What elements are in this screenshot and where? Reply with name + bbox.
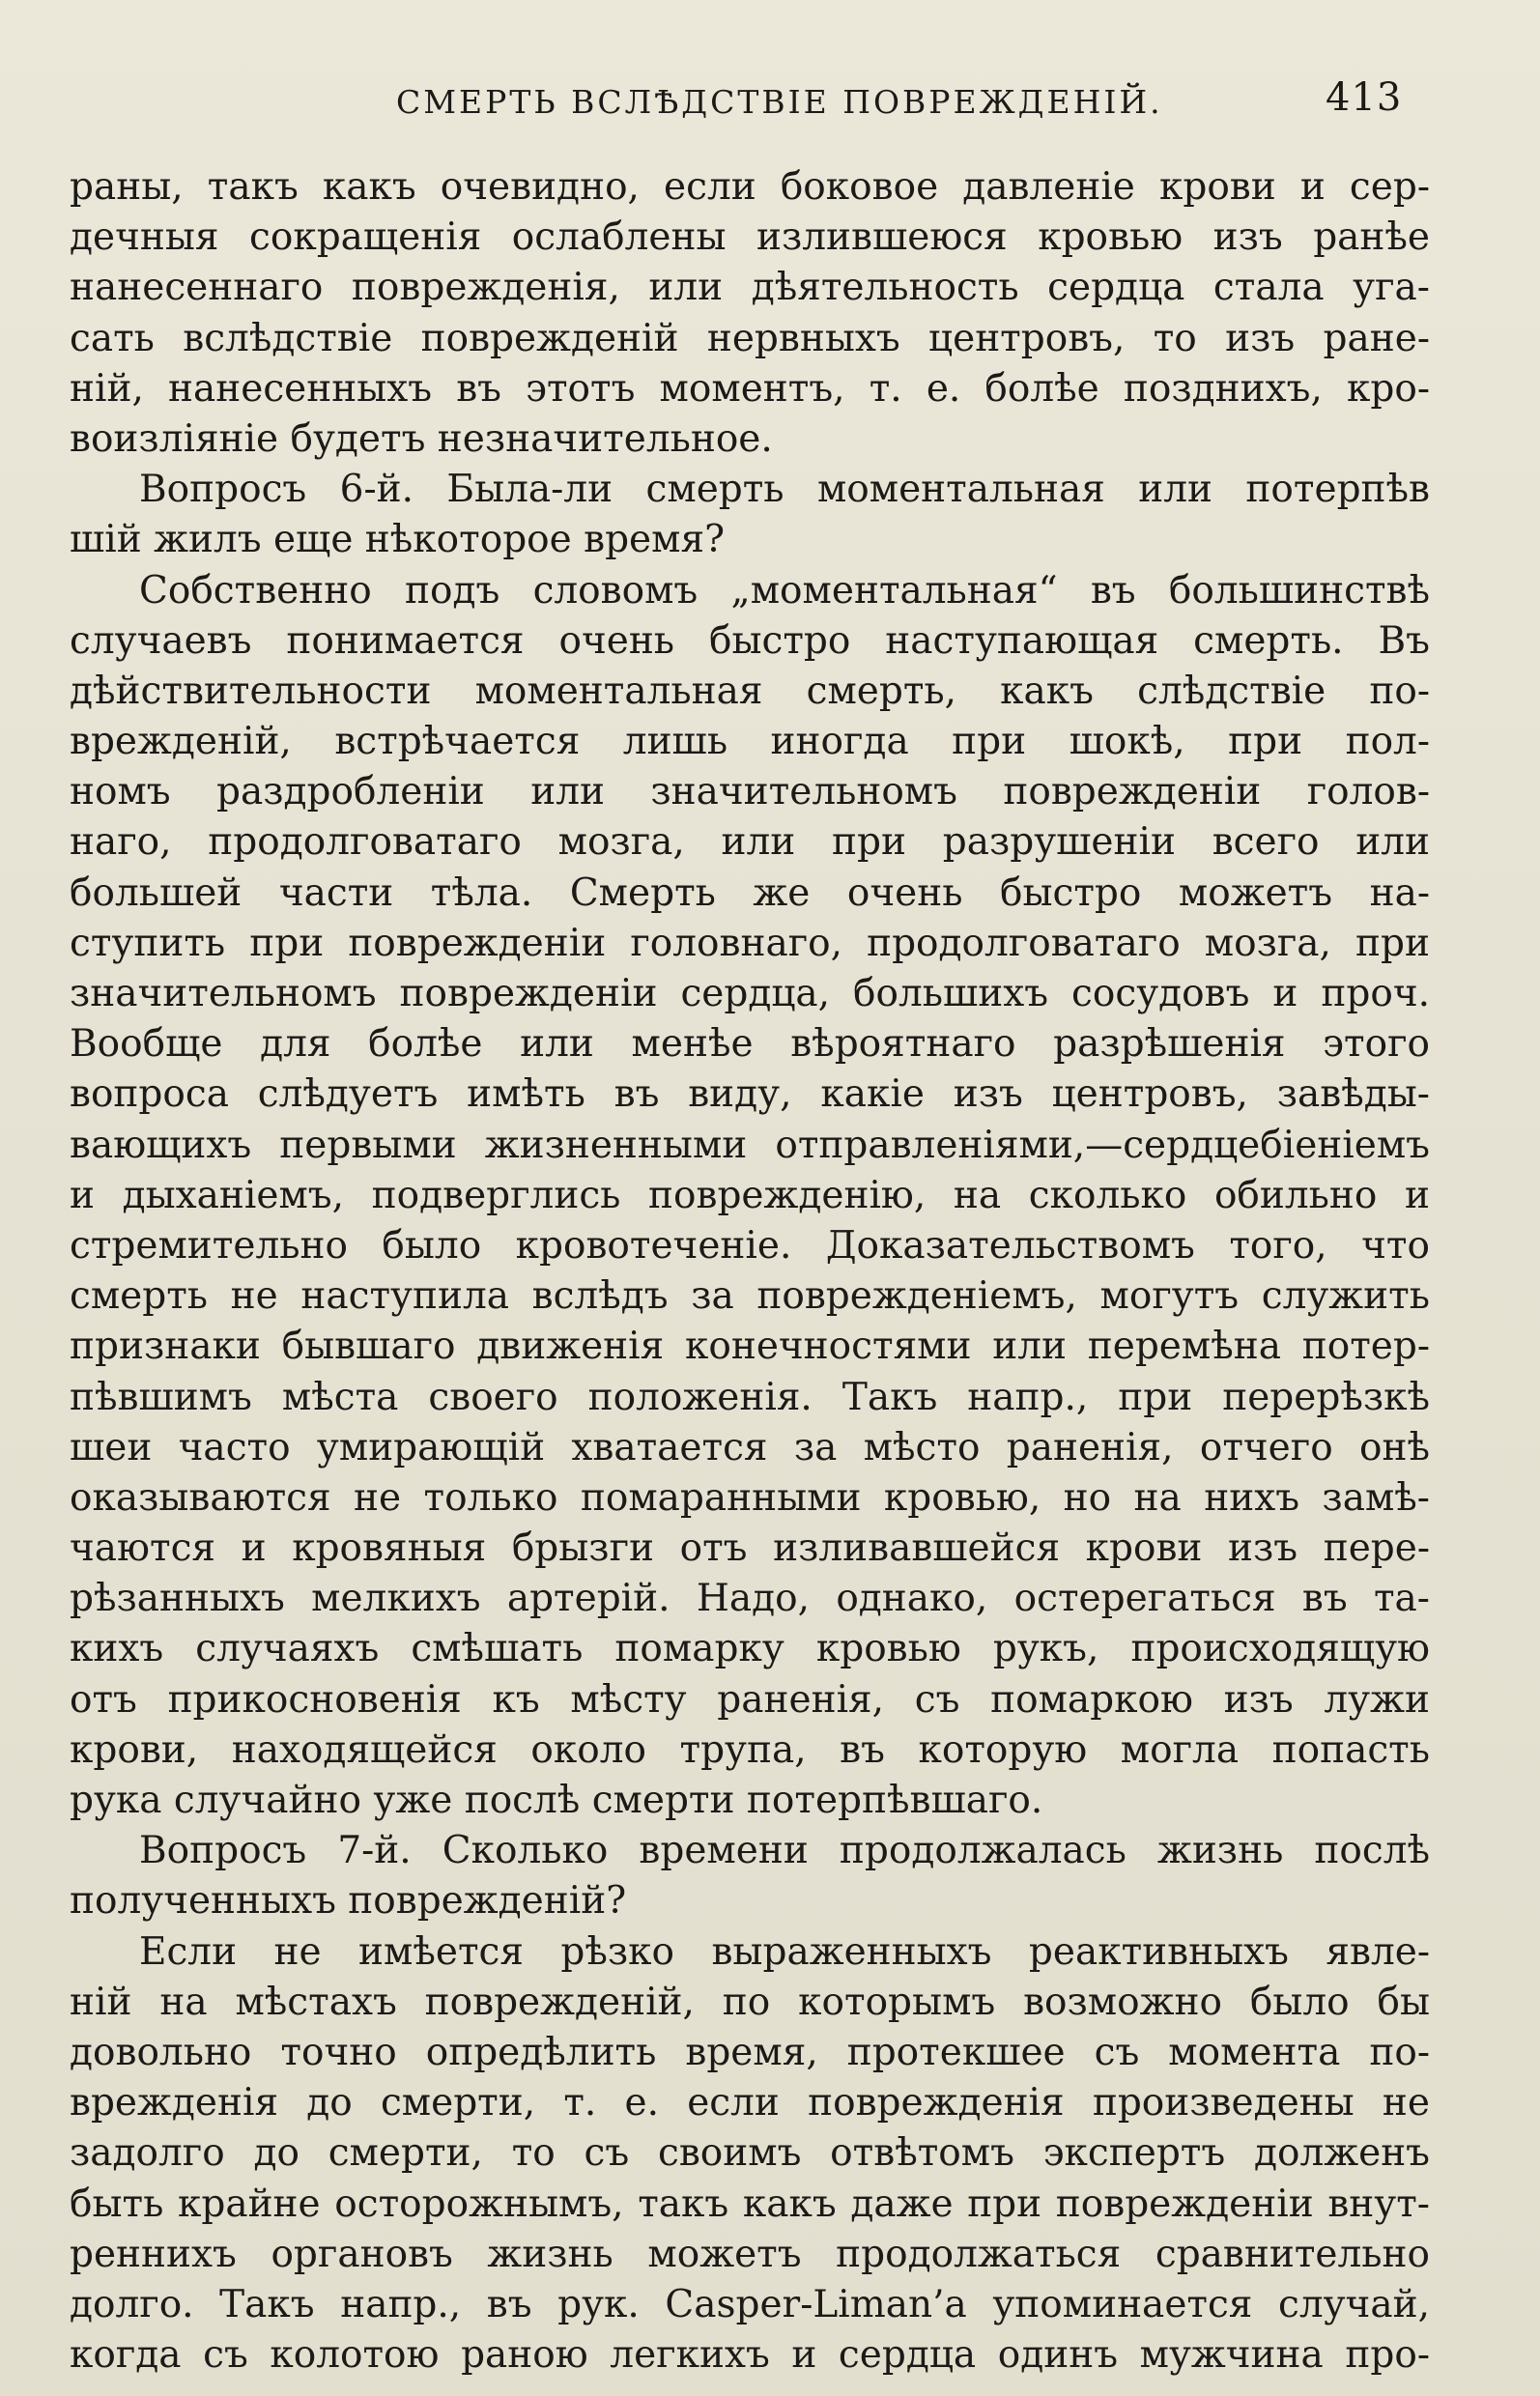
text-line: воизліяніе будетъ незначительное. xyxy=(70,416,773,461)
text-line: сать вслѣдствіе поврежденій нервныхъ центровъ, то изъ ране- xyxy=(70,316,1430,360)
text-line: шеи часто умирающій хватается за мѣсто раненія, отчего онѣ xyxy=(70,1425,1430,1469)
text-line: оказываются не только помаранными кровью, но на нихъ замѣ- xyxy=(70,1475,1430,1520)
text-line: большей части тѣла. Смерть же очень быстро можетъ на- xyxy=(70,870,1430,915)
text-line: стремительно было кровотеченіе. Доказательствомъ того, что xyxy=(70,1223,1430,1268)
text-line: смерть не наступила вслѣдъ за поврежденіемъ, могутъ служить xyxy=(70,1274,1430,1319)
running-head: СМЕРТЬ ВСЛѢДСТВІЕ ПОВРЕЖДЕНІЙ. xyxy=(396,83,1163,121)
text-line: пѣвшимъ мѣста своего положенія. Такъ напр., при перерѣзкѣ xyxy=(70,1375,1430,1419)
text-line: и дыханіемъ, подверглись поврежденію, на сколько обильно и xyxy=(70,1173,1430,1217)
page-header xyxy=(0,70,1540,128)
text-line: признаки бывшаго движенія конечностями или перемѣна потер- xyxy=(70,1325,1430,1369)
text-line: наго, продолговатаго мозга, или при разрушеніи всего или xyxy=(70,820,1430,865)
text-line: дечныя сокращенія ослаблены излившеюся кровью изъ ранѣе xyxy=(70,215,1430,260)
text-line: Вопросъ 7-й. Сколько времени продолжалась жизнь послѣ xyxy=(139,1829,1430,1873)
text-line: вопроса слѣдуетъ имѣть въ виду, какіе изъ центровъ, завѣды- xyxy=(70,1072,1430,1117)
text-line: раны, такъ какъ очевидно, если боковое давленіе крови и сер- xyxy=(70,165,1430,209)
text-line: долго. Такъ напр., въ рук. Casper-Liman’a упоминается случай, xyxy=(70,2282,1430,2326)
text-line: ній на мѣстахъ поврежденій, по которымъ возможно было бы xyxy=(70,1980,1430,2024)
text-line: врежденія до смерти, т. е. если поврежденія произведены не xyxy=(70,2081,1430,2125)
text-line: полученныхъ поврежденій? xyxy=(70,1879,627,1924)
text-line: кихъ случаяхъ смѣшать помарку кровью рукъ, происходящую xyxy=(70,1627,1430,1671)
text-line: когда съ колотою раною легкихъ и сердца одинъ мужчина про- xyxy=(70,2333,1430,2378)
text-line: отъ прикосновенія къ мѣсту раненія, съ помаркою изъ лужи xyxy=(70,1677,1430,1722)
text-line: Собственно подъ словомъ „моментальная“ въ большинствѣ xyxy=(139,568,1430,613)
text-line: шій жилъ еще нѣкоторое время? xyxy=(70,518,725,562)
text-line: Вопросъ 6-й. Была-ли смерть моментальная или потерпѣв xyxy=(139,468,1430,512)
text-line: вающихъ первыми жизненными отправленіями,—сердцебіеніемъ xyxy=(70,1123,1430,1167)
text-line: номъ раздробленіи или значительномъ поврежденіи голов- xyxy=(70,770,1430,814)
text-line: рука случайно уже послѣ смерти потерпѣвшаго. xyxy=(70,1779,1043,1822)
text-line: врежденій, встрѣчается лишь иногда при шокѣ, при пол- xyxy=(70,720,1430,764)
text-line: рѣзанныхъ мелкихъ артерій. Надо, однако, остерегаться въ та- xyxy=(70,1577,1430,1621)
text-line: Вообще для болѣе или менѣе вѣроятнаго разрѣшенія этого xyxy=(70,1022,1430,1067)
text-line: довольно точно опредѣлить время, протекшее съ момента по- xyxy=(70,2030,1430,2074)
text-line: задолго до смерти, то съ своимъ отвѣтомъ экспертъ долженъ xyxy=(70,2131,1430,2176)
text-line: крови, находящейся около трупа, въ которую могла попасть xyxy=(70,1727,1430,1772)
text-line: Если не имѣется рѣзко выраженныхъ реактивныхъ явле- xyxy=(139,1929,1430,1974)
text-line: чаются и кровяныя брызги отъ изливавшейся крови изъ пере- xyxy=(70,1526,1430,1571)
body-text xyxy=(70,162,1430,2381)
page-number: 413 xyxy=(1326,75,1403,120)
text-line: ступить при поврежденіи головнаго, продолговатаго мозга, при xyxy=(70,921,1430,965)
text-line: нанесеннаго поврежденія, или дѣятельность сердца стала уга- xyxy=(70,266,1430,310)
text-line: ній, нанесенныхъ въ этотъ моментъ, т. е. болѣе позднихъ, кро- xyxy=(70,366,1430,411)
text-line: случаевъ понимается очень быстро наступающая смерть. Въ xyxy=(70,618,1430,663)
text-line: быть крайне осторожнымъ, такъ какъ даже при поврежденіи внут- xyxy=(70,2182,1430,2226)
text-line: значительномъ поврежденіи сердца, большихъ сосудовъ и проч. xyxy=(70,972,1430,1015)
text-line: реннихъ органовъ жизнь можетъ продолжаться сравнительно xyxy=(70,2232,1430,2276)
text-line: дѣйствительности моментальная смерть, какъ слѣдствіе по- xyxy=(70,669,1430,713)
